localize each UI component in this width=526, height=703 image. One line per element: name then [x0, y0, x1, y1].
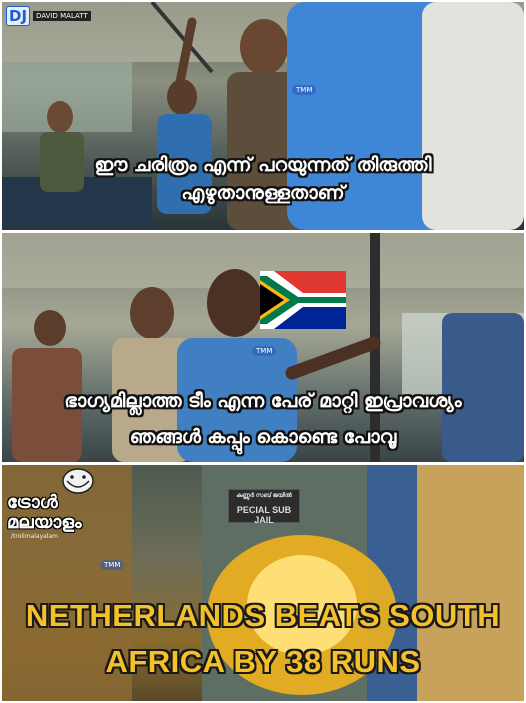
panel3-caption-line1: NETHERLANDS BEATS SOUTH — [25, 598, 501, 633]
panel1-caption-line2: എഴുതാനുള്ളതാണ് — [181, 182, 345, 204]
troll-logo-name: ട്രോൾ മലയാളം — [7, 492, 82, 533]
background-man-head — [34, 310, 66, 346]
dj-logo-text: DAVID MALATT — [33, 11, 91, 21]
panel-jail-fire — [2, 465, 524, 701]
panel2-caption-line2: ഞങ്ങൾ കപ്പും കൊണ്ടെ പോവൂ — [129, 426, 397, 448]
main-man-arm — [292, 343, 374, 373]
main-man-head — [207, 269, 263, 337]
bearded-man-head — [240, 19, 288, 75]
jail-sign — [228, 489, 300, 523]
jail-sign-english: PECIAL SUB JAIL — [236, 505, 292, 525]
tmm-watermark-2: TMM — [252, 346, 276, 356]
panel-man-with-flag — [2, 233, 524, 462]
jail-sign-malayalam: കണ്ണൂർ സബ് ജയിൽ — [236, 493, 292, 499]
panel1-caption-line1: ഈ ചരിത്രം എന്ന് പറയുന്നത് തിരുത്തി — [94, 154, 432, 176]
tmm-watermark-3: TMM — [100, 560, 124, 570]
troll-face-icon — [61, 467, 95, 495]
dj-logo-mark: DJ — [6, 6, 30, 26]
troll-logo-handle: /trolimalayalam — [11, 533, 58, 540]
panel3-caption-line2: AFRICA BY 38 RUNS — [105, 644, 421, 679]
tmm-watermark: TMM — [292, 85, 316, 95]
panel-bus-crowd — [2, 2, 524, 230]
dj-watermark — [6, 6, 91, 26]
panel2-caption-line1: ഭാഗ്യമില്ലാത്ത ടീം എന്ന പേര് മാറ്റി ഇപ്രാവശ്യം — [64, 390, 462, 412]
curly-man-head — [130, 287, 174, 339]
south-africa-flag — [260, 271, 346, 329]
person-left-head — [47, 101, 73, 133]
